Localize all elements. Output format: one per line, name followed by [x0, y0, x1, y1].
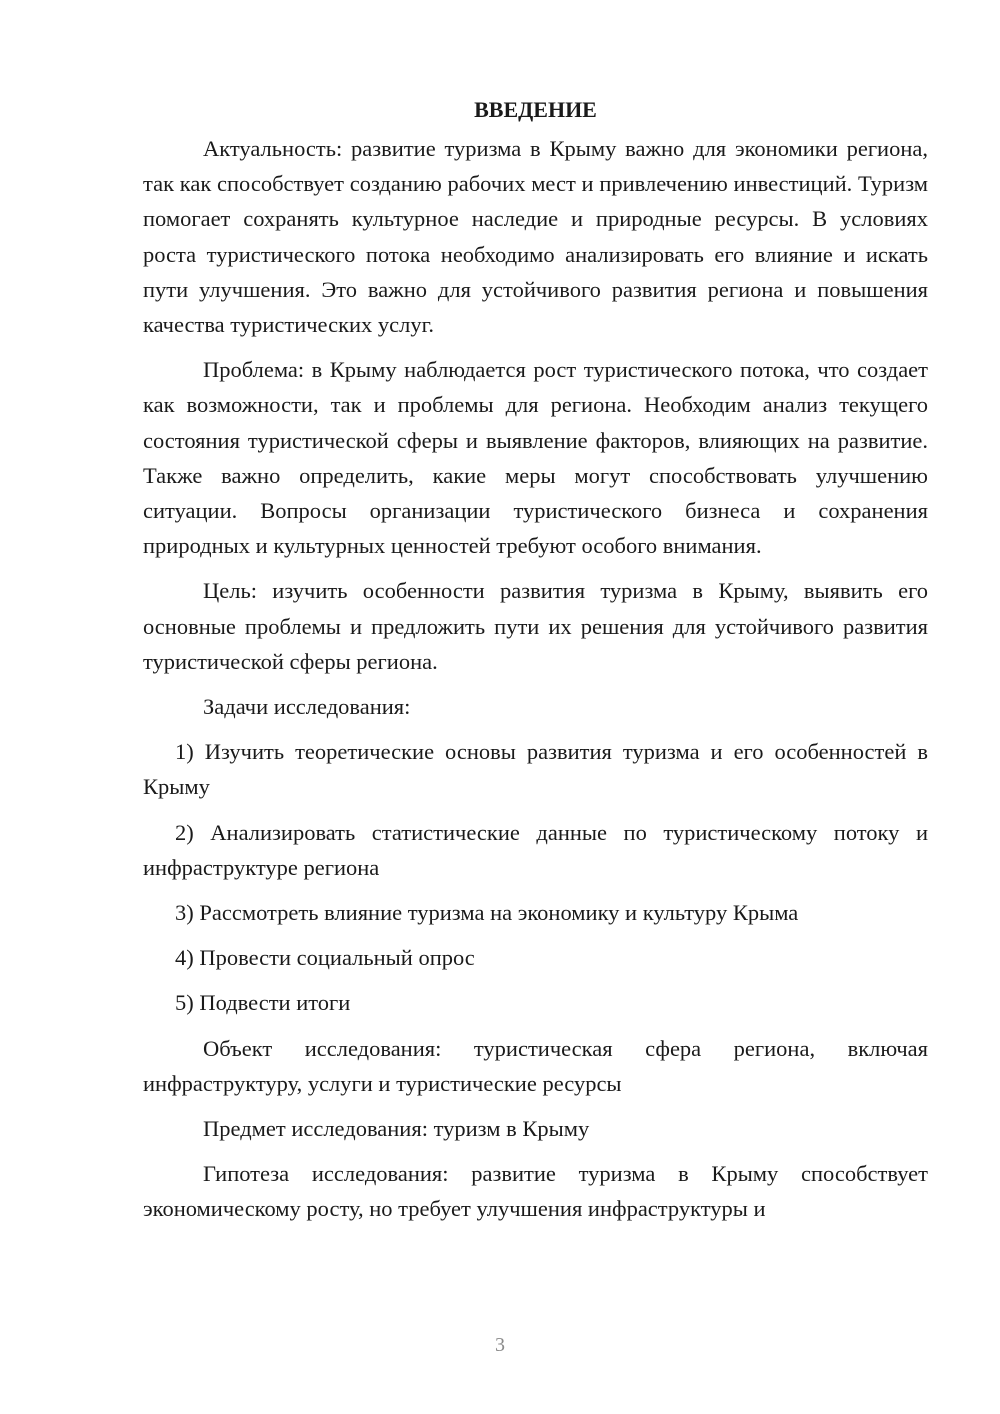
section-heading: ВВЕДЕНИЕ: [474, 97, 597, 122]
task-item-5: 5) Подвести итоги: [175, 990, 351, 1016]
task-item-3: 3) Рассмотреть влияние туризма на экономику и культуру Крыма: [175, 900, 799, 926]
subject-paragraph: Предмет исследования: туризм в Крыму: [203, 1116, 590, 1142]
hypothesis-paragraph: Гипотеза исследования: развитие туризма в Крыму способствует экономическому росту, но требует улучшения инфраструктуры и: [143, 1161, 928, 1222]
relevance-paragraph: Актуальность: развитие туризма в Крыму важно для экономики региона, так как способствует созданию рабочих мест и привлечению инвестиций. Туризм помогает сохранять культурное наследие и природные ресурсы. В условиях роста туристического потока необходимо анализировать его влияние и искать пути улучшения. Это важно для устойчивого развития региона и повышения качества туристических услуг.: [143, 136, 928, 338]
goal-paragraph: Цель: изучить особенности развития туризма в Крыму, выявить его основные проблемы и предложить пути их решения для устойчивого развития туристической сферы региона.: [143, 578, 928, 674]
document-page: [143, 95, 928, 1237]
task-item-4: 4) Провести социальный опрос: [175, 945, 475, 971]
page-number: 3: [495, 1334, 505, 1356]
problem-paragraph: Проблема: в Крыму наблюдается рост туристического потока, что создает как возможности, так и проблемы для региона. Необходим анализ текущего состояния туристической сферы и выявление факторов, влияющих на развитие. Также важно определить, какие меры могут способствовать улучшению ситуации. Вопросы организации туристического бизнеса и сохранения природных и культурных ценностей требуют особого внимания.: [143, 357, 928, 559]
task-item-2: 2) Анализировать статистические данные по туристическому потоку и инфраструктуре региона: [143, 819, 928, 880]
task-item-1: 1) Изучить теоретические основы развития туризма и его особенностей в Крыму: [143, 739, 928, 800]
object-paragraph: Объект исследования: туристическая сфера региона, включая инфраструктуру, услуги и туристические ресурсы: [143, 1035, 928, 1096]
tasks-title: Задачи исследования:: [203, 694, 411, 720]
